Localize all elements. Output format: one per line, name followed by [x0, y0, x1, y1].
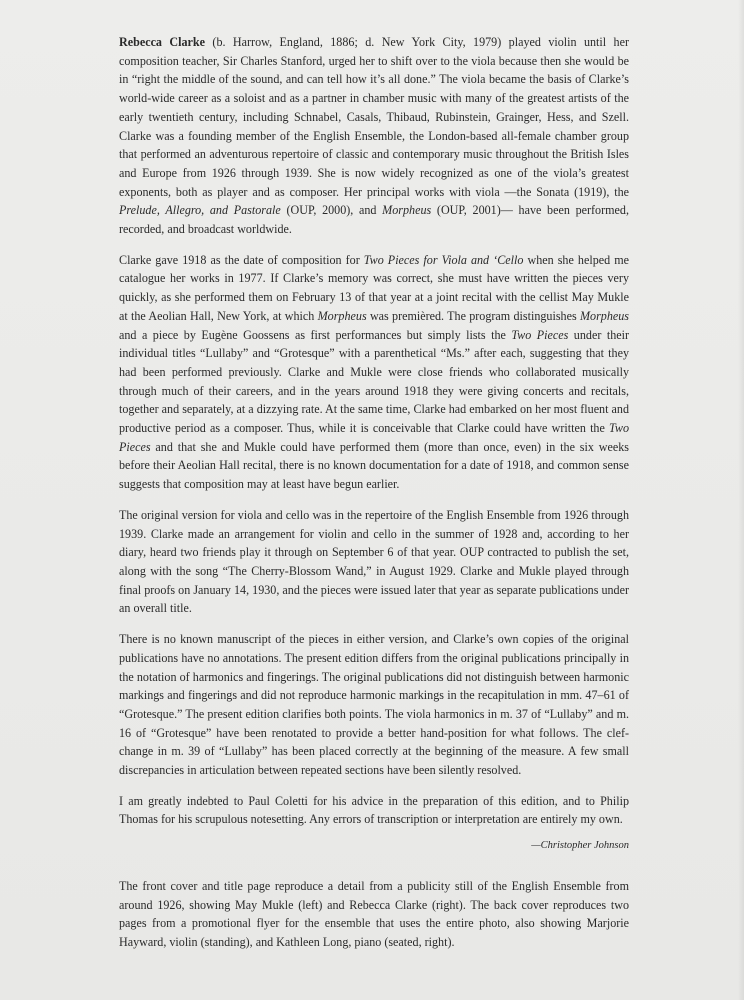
text-run: was premièred. The program distinguishes: [366, 308, 580, 323]
main-text-column: [119, 33, 629, 856]
acknowledgements-paragraph: I am greatly indebted to Paul Coletti for his advice in the preparation of this edition, and to Philip Thomas for his scrupulous notesetting. Any errors of transcription or interpretation are entirely my own.: [119, 793, 629, 827]
bio-text-mid: (OUP, 2000), and: [280, 203, 383, 218]
bio-text: (b. Harrow, England, 1886; d. New York City, 1979) played violin until her composition teacher, Sir Charles Stanford, urged her to shift over to the viola because then she would be in “right the middle of the sound, and can tell how it’s all done.” The viola became the basis of Clarke’s world-wide career as a soloist and as a partner in chamber music with many of the greatest artists of the early twentieth century, including Schnabel, Casals, Thibaud, Rubinstein, Grainger, Hess, and Szell. Clarke was a founding member of the English Ensemble, the London-based all-female chamber group that performed an adventurous repertoire of classic and contemporary music throughout the British Isles and Europe from 1926 through 1939. She is now widely recognized as one of the viola’s greatest exponents, both as player and as composer. Her principal works with viola —the Sonata (1919), the: [119, 35, 629, 199]
work-title: Two Pieces for Viola and ‘Cello: [363, 252, 524, 267]
work-title: Prelude, Allegro, and Pastorale: [119, 203, 281, 218]
bio-text-end: (OUP, 2001)— have been performed, recorded, and broadcast worldwide.: [119, 203, 629, 237]
publication-history-paragraph: The original version for viola and cello was in the repertoire of the English Ensemble from 1926 through 1939. Clarke made an arrangement for violin and cello in the summer of 1928 and, according to her diary, heard two friends play it through on September 6 of that year. OUP contracted to publish the set, along with the song “The Cherry-Blossom Wand,” in August 1929. Clarke and Mukle played through final proofs on January 14, 1930, and the pieces were issued later that year as separate publications under an overall title.: [119, 507, 629, 616]
cover-caption: The front cover and title page reproduce a detail from a publicity still of the English Ensemble from around 1926, showing May Mukle (left) and Rebecca Clarke (right). The back cover reproduces two pages from a promotional flyer for the ensemble that uses the entire photo, also showing Marjorie Hayward, violin (standing), and Kathleen Long, piano (seated, right).: [119, 879, 629, 950]
composition-date-paragraph: [119, 251, 629, 494]
bio-paragraph: [119, 33, 629, 239]
work-title: Two Pieces: [511, 327, 569, 342]
text-run: under their individual titles “Lullaby” and “Grotesque” with a parenthetical “Ms.” after each, suggesting that they had been performed previously. Clarke and Mukle were close friends who collaborated musically through much of their careers, and in the years around 1918 they were giving concerts and recitals, together and separately, at a dizzying rate. At the same time, Clarke had embarked on her most fluent and productive period as a composer. Thus, while it is conceivable that Clarke could have written the: [119, 327, 629, 436]
work-title: Morpheus: [579, 308, 629, 323]
work-title: Two Pieces: [119, 421, 629, 454]
text-run: and a piece by Eugène Goossens as first performances but simply lists the: [119, 327, 512, 342]
edition-notes-paragraph: There is no known manuscript of the pieces in either version, and Clarke’s own copies of the original publications have no annotations. The present edition differs from the original publications principally in the notation of harmonics and fingerings. The original publications did not distinguish between harmonic markings and fingerings and did not reproduce harmonic markings in the recapitulation in mm. 47–61 of “Grotesque.” The present edition clarifies both points. The viola harmonics in m. 37 of “Lullaby” and m. 16 of “Grotesque” have been renotated to provide a better hand-position for what follows. The clef-change in m. 39 of “Lullaby” has been placed correctly at the beginning of the measure. A few small discrepancies in articulation between repeated sections have been silently resolved.: [119, 632, 629, 778]
editor-signature: —Christopher Johnson: [531, 840, 629, 852]
work-title: Morpheus: [382, 203, 432, 218]
composer-name: Rebecca Clarke: [119, 35, 205, 49]
text-run: Clarke gave 1918 as the date of composition for: [119, 252, 364, 267]
text-run: when she helped me catalogue her works in 1977. If Clarke’s memory was correct, she must have written the pieces very quickly, as she performed them on February 13 of that year at a joint recital with the cellist May Mukle at the Aeolian Hall, New York, at which: [119, 252, 629, 323]
text-run: and that she and Mukle could have performed them (more than once, even) in the six weeks before their Aeolian Hall recital, there is no known documentation for a date of 1918, and common sense suggests that composition may at least have begun earlier.: [119, 439, 629, 492]
work-title: Morpheus: [317, 308, 367, 323]
